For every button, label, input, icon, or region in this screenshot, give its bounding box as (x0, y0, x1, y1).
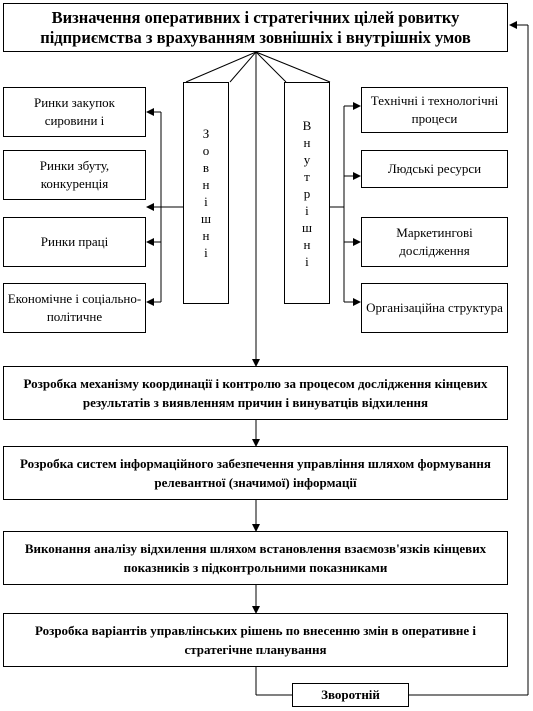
step-4: Розробка варіантів управлінських рішень по внесенню змін в оперативне і стратегічне планування (3, 613, 508, 667)
step-2: Розробка систем інформаційного забезпечення управління шляхом формування релевантної (значимої) інформації (3, 446, 508, 500)
external-factors-box (183, 82, 229, 304)
internal-item-1: Технічні і технологічні процеси (361, 87, 508, 133)
diagram-title (3, 3, 508, 52)
vertical-letter: і (204, 245, 208, 260)
internal-item-2: Людські ресурси (361, 150, 508, 188)
internal-factors-label (302, 117, 312, 270)
vertical-letter: н (202, 228, 210, 243)
vertical-letter: В (302, 117, 312, 133)
vertical-letter: р (303, 185, 311, 201)
vertical-letter: т (304, 168, 310, 184)
vertical-letter: н (202, 177, 210, 192)
vertical-letter: в (202, 160, 210, 175)
fan-line (186, 52, 256, 82)
feedback-box (292, 683, 409, 707)
vertical-letter: і (305, 253, 309, 269)
internal-item-3: Маркетингові дослідження (361, 217, 508, 267)
fan-line (230, 52, 256, 82)
vertical-letter: З (202, 126, 210, 141)
vertical-letter: і (204, 194, 208, 209)
external-item-3: Ринки праці (3, 217, 146, 267)
internal-item-4: Організаційна структура (361, 283, 508, 333)
fan-line (256, 52, 330, 82)
vertical-letter: н (303, 134, 311, 150)
vertical-letter: і (305, 202, 309, 218)
vertical-letter: ш (301, 219, 312, 235)
external-item-4: Економічне і соціально-політичне (3, 283, 146, 333)
step-1: Розробка механізму координації і контролю за процесом дослідження кінцевих результатів з виявленням причин і винуватців відхилення (3, 366, 508, 420)
vertical-letter: у (303, 151, 311, 167)
vertical-letter: н (303, 236, 311, 252)
external-item-1: Ринки закупок сировини і (3, 87, 146, 137)
step-3: Виконання аналізу відхилення шляхом встановлення взаємозв'язків кінцевих показників з підконтрольними показниками (3, 531, 508, 585)
vertical-letter: о (202, 143, 210, 158)
feedback-label: Зворотній (321, 687, 380, 702)
vertical-letter: ш (200, 211, 211, 226)
external-item-2: Ринки збуту, конкуренція (3, 150, 146, 200)
external-factors-label (201, 125, 211, 261)
internal-factors-box (284, 82, 330, 304)
diagram-title-text: Визначення оперативних і стратегічних цілей ровитку підприємства з врахуванням зовнішніх і внутрішніх умов (40, 7, 471, 47)
fan-line (256, 52, 286, 82)
